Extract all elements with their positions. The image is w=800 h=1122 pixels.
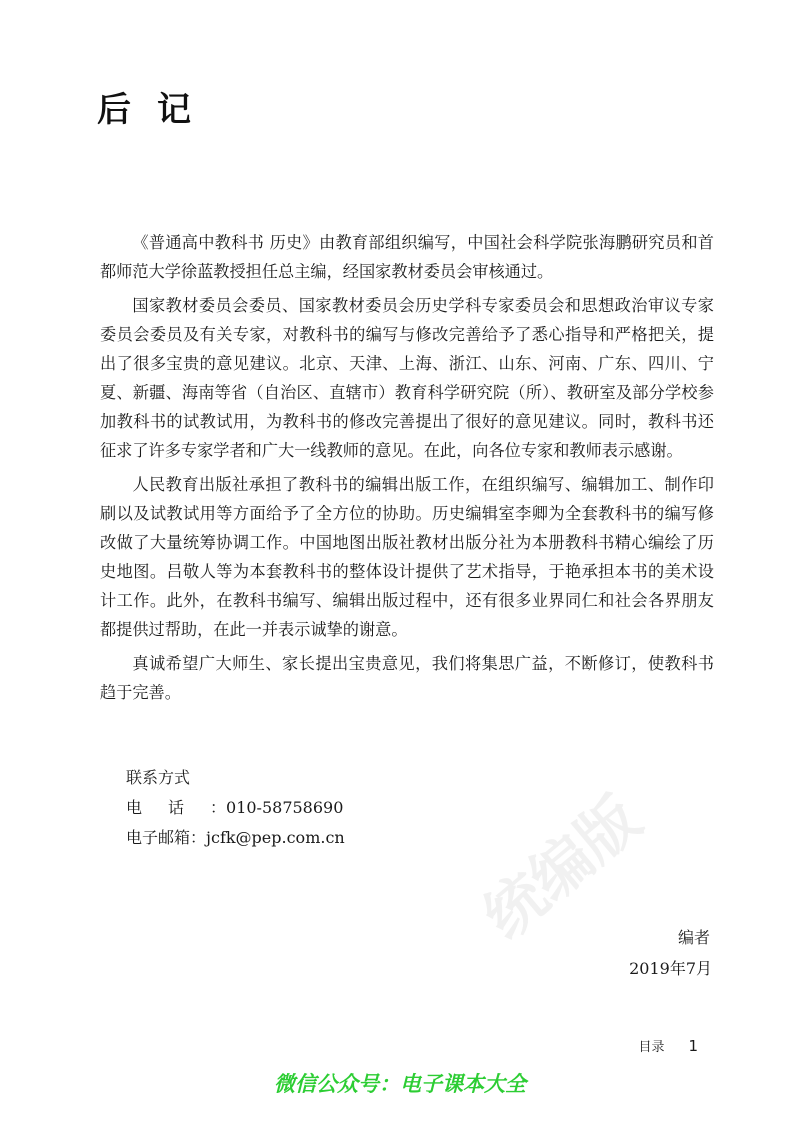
- afterword-body: [100, 228, 714, 712]
- phone-value: ：010-58758690: [210, 798, 344, 817]
- email-value: ：jcfk@pep.com.cn: [190, 828, 345, 847]
- paragraph-closing: 真诚希望广大师生、家长提出宝贵意见，我们将集思广益，不断修订，使教科书趋于完善。: [100, 654, 714, 702]
- watermark: 统编版: [470, 783, 654, 953]
- page-number: 1: [688, 1037, 698, 1055]
- paragraph-publisher: 人民教育出版社承担了教科书的编辑出版工作，在组织编写、编辑加工、制作印刷以及试教试用等方面给予了全方位的协助。历史编辑室李卿为全套教科书的编写修改做了大量统筹协调工作。中国地图出版社教材出版分社为本册教科书精心编绘了历史地图。吕敬人等为本套教科书的整体设计提供了艺术指导，于艳承担本书的美术设计工作。此外，在教科书编写、编辑出版过程中，还有很多业界同仁和社会各界朋友都提供过帮助，在此一并表示诚挚的谢意。: [100, 475, 714, 639]
- signature-block: [629, 922, 712, 984]
- signature-editor: 编者: [677, 928, 710, 947]
- paragraph-experts: 国家教材委员会委员、国家教材委员会历史学科专家委员会和思想政治审议专家委员会委员及有关专家，对教科书的编写与修改完善给予了悉心指导和严格把关，提出了很多宝贵的意见建议。北京、天津、上海、浙江、山东、河南、广东、四川、宁夏、新疆、海南等省（自治区、直辖市）教育科学研究院（所）、教研室及部分学校参加教科书的试教试用，为教科书的修改完善提出了很好的意见建议。同时，教科书还征求了许多专家学者和广大一线教师的意见。在此，向各位专家和教师表示感谢。: [100, 296, 714, 460]
- paragraph-intro: 《普通高中教科书 历史》由教育部组织编写，中国社会科学院张海鹏研究员和首都师范大学徐蓝教授担任总主编，经国家教材委员会审核通过。: [100, 233, 714, 281]
- signature-date: 2019年7月: [629, 959, 712, 978]
- promo-banner: 微信公众号：电子课本大全: [274, 1072, 526, 1096]
- footer-toc-link[interactable]: 目录: [638, 1040, 665, 1055]
- email-label: 电子邮箱: [126, 828, 191, 847]
- contact-block: [126, 763, 345, 853]
- phone-label: 电话: [126, 798, 211, 817]
- contact-phone: [126, 793, 345, 823]
- contact-heading: 联系方式: [126, 768, 191, 787]
- page-title: 后记: [97, 90, 217, 130]
- page-footer: [638, 1036, 698, 1055]
- contact-email: [126, 823, 345, 853]
